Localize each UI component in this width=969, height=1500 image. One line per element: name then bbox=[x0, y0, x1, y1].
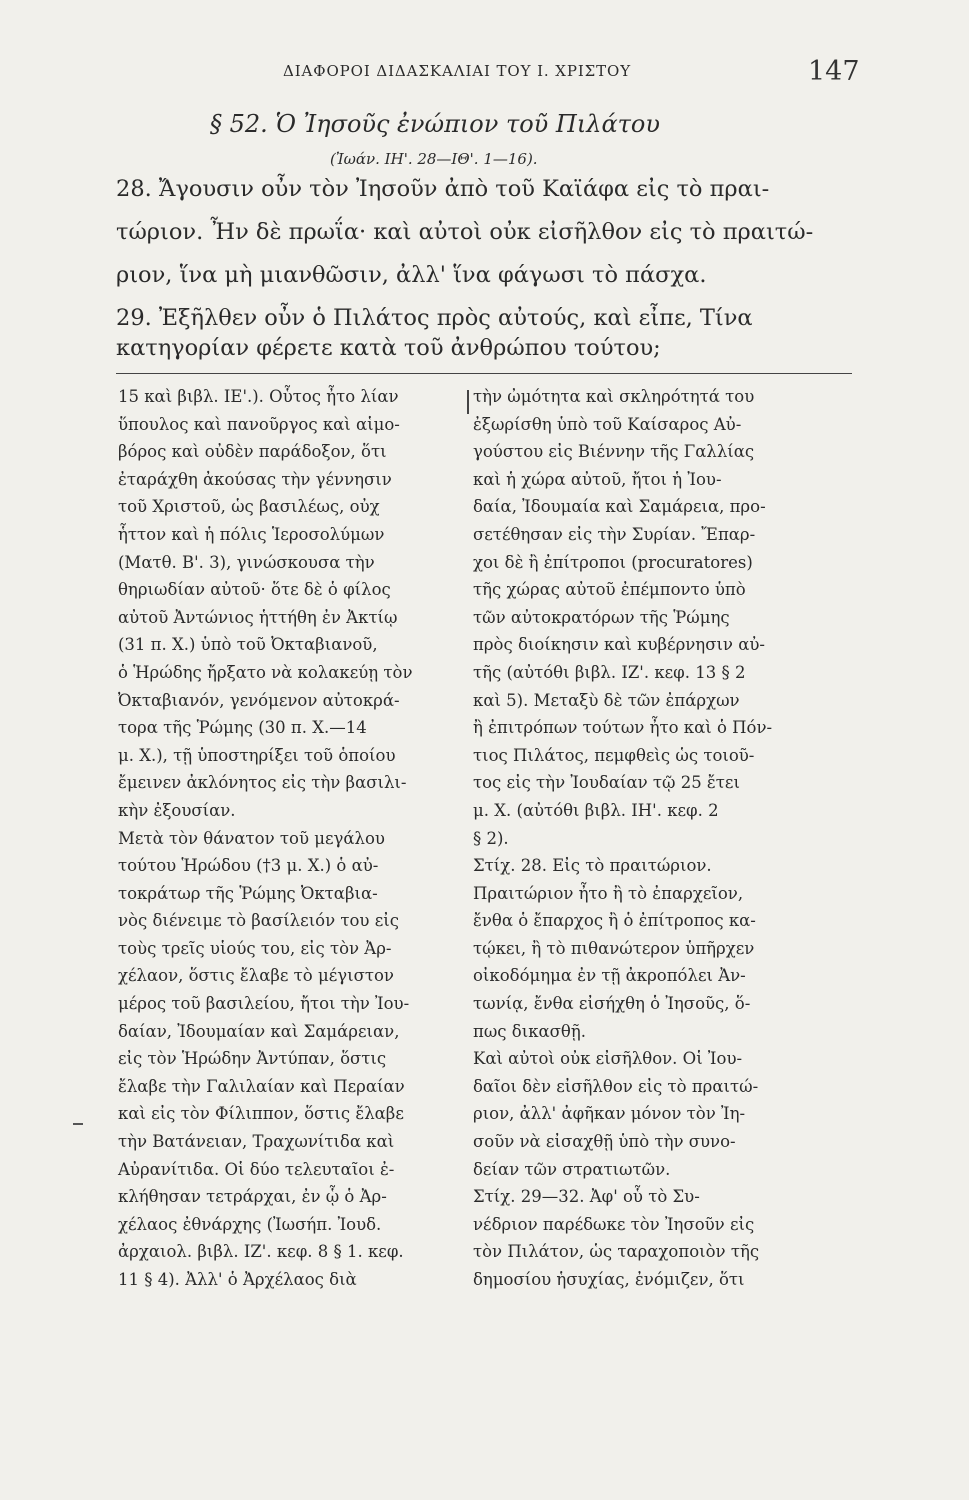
note-line: ἢ ἐπιτρόπων τούτων ἦτο καὶ ὁ Πόν- bbox=[473, 718, 773, 738]
note-line: τος εἰς τὴν Ἰουδαίαν τῷ 25 ἔτει bbox=[473, 773, 740, 793]
verse-line: ριον, ἵνα μὴ μιανθῶσιν, ἀλλ' ἵνα φάγωσι τὸ πάσχα. bbox=[116, 262, 707, 288]
note-line: τούτου Ἡρώδου (†3 μ. Χ.) ὁ αὐ- bbox=[118, 856, 379, 876]
note-line: § 2). bbox=[473, 828, 509, 848]
note-line: ὕπουλος καὶ πανοῦργος καὶ αἱμο- bbox=[118, 414, 400, 434]
note-line: (Ματθ. Β'. 3), γινώσκουσα τὴν bbox=[118, 552, 375, 572]
note-line: δαῖοι δὲν εἰσῆλθον εἰς τὸ πραιτώ- bbox=[473, 1076, 759, 1096]
note-line: τοὺς τρεῖς υἱούς του, εἰς τὸν Ἀρ- bbox=[118, 938, 392, 958]
note-line: τὴν Βατάνειαν, Τραχωνίτιδα καὶ bbox=[118, 1132, 395, 1152]
note-line: κλήθησαν τετράρχαι, ἐν ᾧ ὁ Ἀρ- bbox=[118, 1187, 387, 1207]
note-line: χέλαον, ὅστις ἔλαβε τὸ μέγιστον bbox=[118, 966, 394, 986]
note-line: οἰκοδόμημα ἐν τῇ ἀκροπόλει Ἀν- bbox=[473, 966, 746, 986]
verse-line: κατηγορίαν φέρετε κατὰ τοῦ ἀνθρώπου τούτου; bbox=[116, 335, 661, 361]
verse-line: 29. Ἐξῆλθεν οὖν ὁ Πιλάτος πρὸς αὐτούς, καὶ εἶπε, Τίνα bbox=[116, 305, 753, 331]
note-line: νὸς διένειμε τὸ βασίλειόν του εἰς bbox=[118, 911, 399, 931]
section-reference: (Ἰωάν. ΙΗ'. 28—ΙΘ'. 1—16). bbox=[330, 150, 538, 168]
note-line: ἔλαβε τὴν Γαλιλαίαν καὶ Περαίαν bbox=[118, 1076, 405, 1096]
note-line: ἐξωρίσθη ὑπὸ τοῦ Καίσαρος Αὐ- bbox=[473, 414, 742, 434]
note-line: Μετὰ τὸν θάνατον τοῦ μεγάλου bbox=[118, 828, 385, 848]
note-line: Πραιτώριον ἦτο ἢ τὸ ἐπαρχεῖον, bbox=[473, 883, 744, 903]
note-line: μ. Χ. (αὐτόθι βιβλ. ΙΗ'. κεφ. 2 bbox=[473, 800, 719, 820]
note-line: πρὸς διοίκησιν καὶ κυβέρνησιν αὐ- bbox=[473, 635, 765, 655]
note-line: τὸν Πιλάτον, ὡς ταραχοποιὸν τῆς bbox=[473, 1242, 760, 1262]
note-line: σοῦν νὰ εἰσαχθῇ ὑπὸ τὴν συνο- bbox=[473, 1132, 736, 1152]
note-line: δείαν τῶν στρατιωτῶν. bbox=[473, 1159, 671, 1179]
footnote-rule bbox=[116, 373, 852, 374]
note-line: τιος Πιλάτος, πεμφθεὶς ὡς τοιοῦ- bbox=[473, 745, 755, 765]
note-line: ἐταράχθη ἀκούσας τὴν γέννησιν bbox=[118, 469, 392, 489]
note-line: μ. Χ.), τῇ ὑποστηρίξει τοῦ ὁποίου bbox=[118, 745, 396, 765]
note-line: καὶ ἡ χώρα αὐτοῦ, ἤτοι ἡ Ἰου- bbox=[473, 469, 722, 489]
note-line: εἰς τὸν Ἡρώδην Ἀντύπαν, ὅστις bbox=[118, 1049, 387, 1069]
note-line: δαίαν, Ἰδουμαίαν καὶ Σαμάρειαν, bbox=[118, 1021, 400, 1041]
note-line: γούστου εἰς Βιέννην τῆς Γαλλίας bbox=[473, 442, 755, 462]
verse-line: 28. Ἄγουσιν οὖν τὸν Ἰησοῦν ἀπὸ τοῦ Καϊάφα εἰς τὸ πραι- bbox=[116, 176, 770, 202]
note-line: τοῦ Χριστοῦ, ὡς βασιλέως, οὐχ bbox=[118, 497, 380, 517]
note-line: Αὐρανίτιδα. Οἱ δύο τελευταῖοι ἐ- bbox=[118, 1159, 395, 1179]
note-line: τῴκει, ἢ τὸ πιθανώτερον ὑπῆρχεν bbox=[473, 938, 755, 958]
section-title: § 52. Ὁ Ἰησοῦς ἐνώπιον τοῦ Πιλάτου bbox=[210, 110, 660, 138]
notes-right-column bbox=[473, 383, 863, 1294]
note-line: τὴν ὠμότητα καὶ σκληρότητά του bbox=[473, 387, 755, 406]
note-line: χοι δὲ ἢ ἐπίτροποι (procuratores) bbox=[473, 552, 753, 572]
note-line: μέρος τοῦ βασιλείου, ἤτοι τὴν Ἰου- bbox=[118, 994, 410, 1014]
running-head: ΔΙΑΦΟΡΟΙ ΔΙΔΑΣΚΑΛΙΑΙ ΤΟΥ Ι. ΧΡΙΣΤΟΥ bbox=[283, 62, 632, 80]
note-line: δαία, Ἰδουμαία καὶ Σαμάρεια, προ- bbox=[473, 497, 766, 517]
note-line: τῶν αὐτοκρατόρων τῆς Ῥώμης bbox=[473, 607, 730, 627]
note-line: τωνίᾳ, ἔνθα εἰσήχθη ὁ Ἰησοῦς, ὅ- bbox=[473, 994, 751, 1014]
note-line: 15 καὶ βιβλ. ΙΕ'.). Οὗτος ἦτο λίαν bbox=[118, 387, 399, 406]
page-number: 147 bbox=[808, 56, 860, 87]
note-line: τορα τῆς Ῥώμης (30 π. Χ.—14 bbox=[118, 718, 367, 738]
column-divider bbox=[467, 390, 469, 414]
note-line: Ὀκταβιανόν, γενόμενον αὐτοκρά- bbox=[118, 690, 400, 710]
note-line: ἧττον καὶ ἡ πόλις Ἱεροσολύμων bbox=[118, 524, 385, 544]
note-line: Στίχ. 29—32. Ἀφ' οὗ τὸ Συ- bbox=[473, 1187, 700, 1207]
note-line: ριον, ἀλλ' ἀφῆκαν μόνον τὸν Ἰη- bbox=[473, 1104, 746, 1124]
note-line: χέλαος ἐθνάρχης (Ἰωσήπ. Ἰουδ. bbox=[118, 1214, 382, 1234]
note-line: ἔνθα ὁ ἔπαρχος ἢ ὁ ἐπίτροπος κα- bbox=[473, 911, 756, 931]
note-line: βόρος καὶ οὐδὲν παράδοξον, ὅτι bbox=[118, 442, 387, 462]
note-line: τῆς χώρας αὐτοῦ ἐπέμποντο ὑπὸ bbox=[473, 580, 746, 600]
note-line: δημοσίου ἡσυχίας, ἐνόμιζεν, ὅτι bbox=[473, 1270, 745, 1289]
note-line: σετέθησαν εἰς τὴν Συρίαν. Ἔπαρ- bbox=[473, 524, 756, 544]
note-line: ἀρχαιολ. βιβλ. ΙΖ'. κεφ. 8 § 1. κεφ. bbox=[118, 1242, 404, 1262]
note-line: τῆς (αὐτόθι βιβλ. ΙΖ'. κεφ. 13 § 2 bbox=[473, 662, 746, 682]
note-line: 11 § 4). Ἀλλ' ὁ Ἀρχέλαος διὰ bbox=[118, 1270, 357, 1289]
note-line: καὶ 5). Μεταξὺ δὲ τῶν ἐπάρχων bbox=[473, 690, 740, 710]
notes-left-column bbox=[118, 383, 466, 1294]
note-line: κὴν ἐξουσίαν. bbox=[118, 800, 236, 820]
verse-line: τώριον. Ἦν δὲ πρωΐα· καὶ αὐτοὶ οὐκ εἰσῆλθον εἰς τὸ πραιτώ- bbox=[116, 219, 814, 245]
note-line: νέδριον παρέδωκε τὸν Ἰησοῦν εἰς bbox=[473, 1214, 755, 1234]
note-line: αὐτοῦ Ἀντώνιος ἡττήθη ἐν Ἀκτίῳ bbox=[118, 607, 398, 627]
note-line: θηριωδίαν αὐτοῦ· ὅτε δὲ ὁ φίλος bbox=[118, 580, 391, 600]
note-line: πως δικασθῇ. bbox=[473, 1021, 586, 1041]
margin-dash bbox=[73, 1123, 83, 1125]
note-line: (31 π. Χ.) ὑπὸ τοῦ Ὀκταβιανοῦ, bbox=[118, 635, 378, 655]
note-line: ἔμεινεν ἀκλόνητος εἰς τὴν βασιλι- bbox=[118, 773, 407, 793]
note-line: καὶ εἰς τὸν Φίλιππον, ὅστις ἔλαβε bbox=[118, 1104, 404, 1124]
note-line: ὁ Ἡρώδης ἤρξατο νὰ κολακεύῃ τὸν bbox=[118, 662, 413, 682]
note-line: Στίχ. 28. Εἰς τὸ πραιτώριον. bbox=[473, 856, 712, 876]
note-line: τοκράτωρ τῆς Ῥώμης Ὀκταβια- bbox=[118, 883, 378, 903]
note-line: Καὶ αὐτοὶ οὐκ εἰσῆλθον. Οἱ Ἰου- bbox=[473, 1049, 743, 1069]
